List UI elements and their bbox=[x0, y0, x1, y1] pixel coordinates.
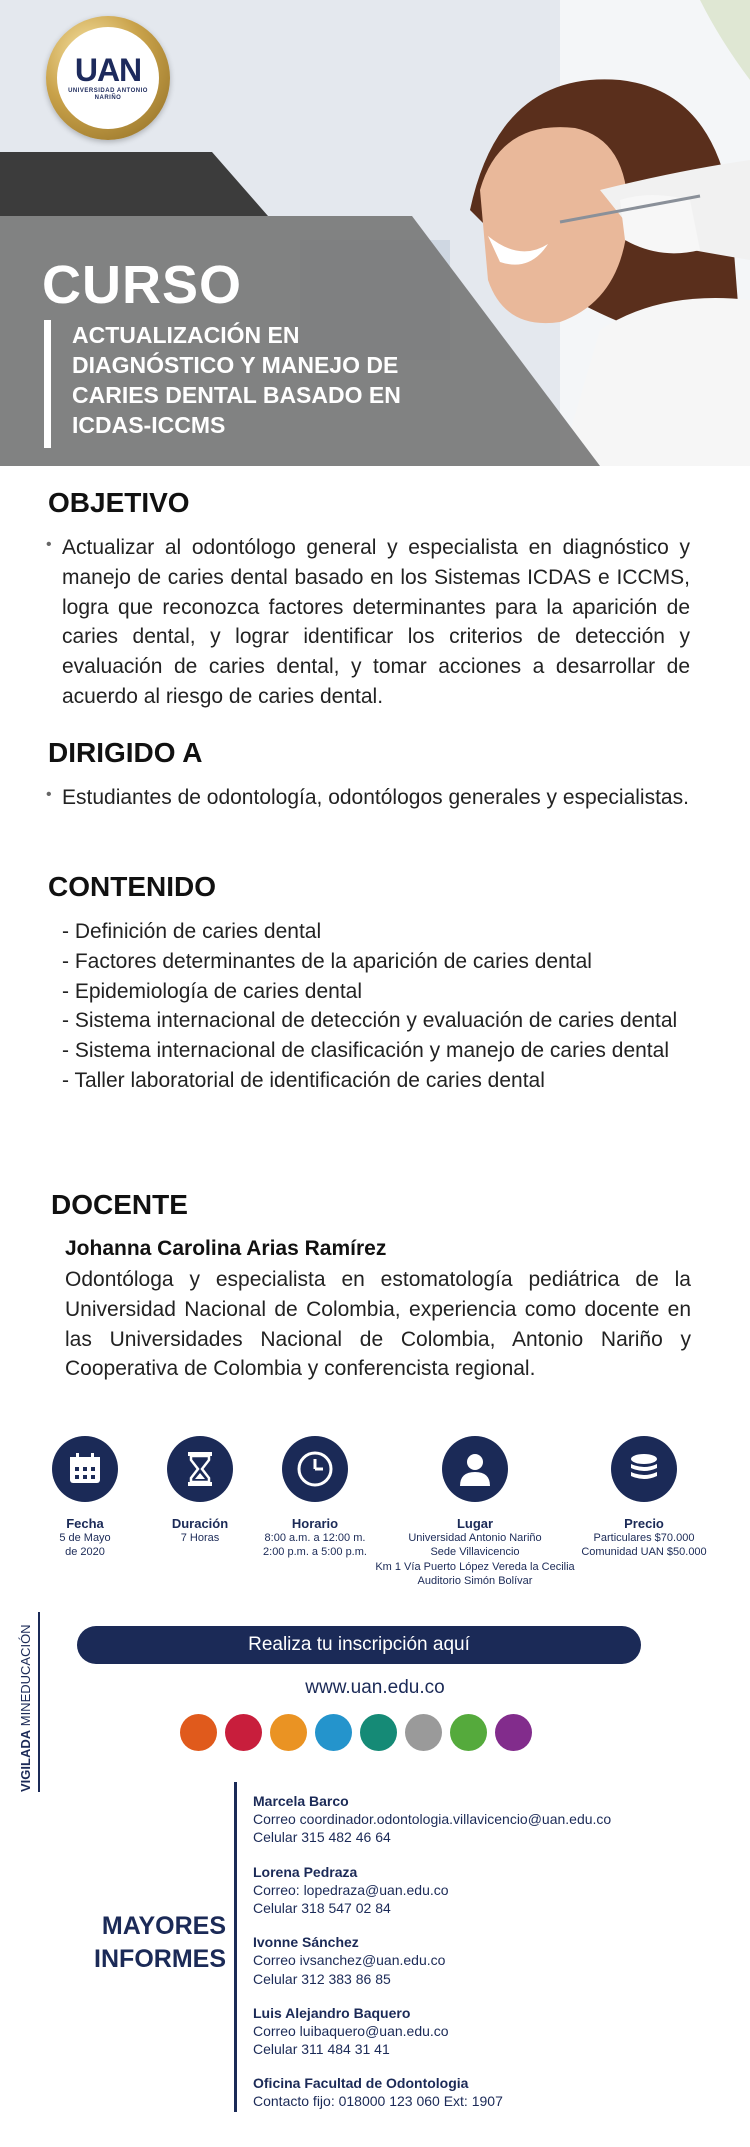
contenido-heading: CONTENIDO bbox=[48, 871, 216, 902]
info-value: Km 1 Vía Puerto López Vereda la Cecilia bbox=[375, 1560, 575, 1573]
contact-item bbox=[253, 1933, 733, 1988]
contact-email[interactable]: Correo coordinador.odontologia.villavicencio@uan.edu.co bbox=[253, 1811, 612, 1828]
info-value: Comunidad UAN $50.000 bbox=[581, 1546, 707, 1559]
logo-subtitle: UNIVERSIDAD ANTONIO NARIÑO bbox=[68, 87, 148, 101]
course-title bbox=[72, 321, 492, 441]
website-link[interactable]: www.uan.edu.co bbox=[305, 1677, 445, 1698]
color-dot bbox=[270, 1714, 307, 1751]
info-label: Horario bbox=[291, 1516, 339, 1531]
color-dot bbox=[180, 1714, 217, 1751]
list-item: - Taller laboratorial de identificación de caries dental bbox=[62, 1069, 545, 1093]
vigilada-bold: VIGILADA bbox=[18, 1729, 33, 1792]
docente-heading: DOCENTE bbox=[51, 1189, 188, 1220]
course-title-line: ICDAS-ICCMS bbox=[72, 411, 226, 438]
info-precio bbox=[574, 1436, 714, 1560]
info-horario bbox=[250, 1436, 380, 1560]
contact-name: Luis Alejandro Baquero bbox=[253, 2004, 411, 2021]
color-dots bbox=[180, 1714, 532, 1751]
docente-name: Johanna Carolina Arias Ramírez bbox=[65, 1237, 387, 1260]
info-lugar bbox=[370, 1436, 580, 1588]
info-value: 8:00 a.m. a 12:00 m. bbox=[264, 1532, 366, 1544]
docente-description: Odontóloga y especialista en estomatología pediátrica de la Universidad Nacional de Colombia, experiencia como docente en las Universidades Nacional de Colombia, Antonio Nariño y Cooperativa de Colombia y conferencista regional. bbox=[65, 1268, 691, 1381]
info-label: Lugar bbox=[456, 1516, 494, 1531]
list-item: - Sistema internacional de clasificación y manejo de caries dental bbox=[62, 1039, 669, 1063]
info-value: Universidad Antonio Nariño bbox=[408, 1532, 542, 1544]
bullet-icon: • bbox=[46, 536, 52, 553]
list-item: - Factores determinantes de la aparición de caries dental bbox=[62, 949, 592, 973]
logo-mark: UAN bbox=[74, 51, 142, 88]
course-title-line: ACTUALIZACIÓN EN bbox=[72, 322, 300, 348]
course-kicker: CURSO bbox=[42, 255, 243, 315]
objetivo-heading: OBJETIVO bbox=[48, 487, 190, 518]
contact-phone: Celular 315 482 46 64 bbox=[253, 1829, 391, 1846]
list-item: - Sistema internacional de detección y evaluación de caries dental bbox=[62, 1009, 678, 1033]
hero-banner bbox=[0, 0, 750, 466]
contact-item bbox=[253, 2004, 733, 2059]
color-dot bbox=[405, 1714, 442, 1751]
contact-email[interactable]: Correo: lopedraza@uan.edu.co bbox=[253, 1881, 449, 1898]
bullet-icon: • bbox=[46, 786, 52, 803]
dirigido-heading: DIRIGIDO A bbox=[48, 737, 203, 768]
course-title-line: CARIES DENTAL BASADO EN bbox=[72, 381, 401, 408]
mayores-line: MAYORES bbox=[101, 1912, 226, 1940]
clock-icon bbox=[282, 1436, 348, 1502]
color-dot bbox=[315, 1714, 352, 1751]
contact-email[interactable]: Correo luibaquero@uan.edu.co bbox=[253, 2022, 449, 2039]
contact-name: Ivonne Sánchez bbox=[253, 1934, 359, 1951]
info-label: Duración bbox=[171, 1516, 229, 1531]
contact-name: Lorena Pedraza bbox=[253, 1863, 358, 1880]
color-dot bbox=[450, 1714, 487, 1751]
color-dot bbox=[225, 1714, 262, 1751]
title-accent-bar bbox=[44, 320, 51, 448]
info-duracion bbox=[155, 1436, 245, 1545]
info-label: Fecha bbox=[66, 1516, 104, 1531]
contenido-list bbox=[62, 917, 690, 1096]
info-value: 7 Horas bbox=[180, 1532, 220, 1544]
contact-phone: Celular 311 484 31 41 bbox=[253, 2041, 390, 2058]
dirigido-text: Estudiantes de odontología, odontólogos generales y especialistas. bbox=[62, 786, 689, 809]
objetivo-text: Actualizar al odontólogo general y especialista en diagnóstico y manejo de caries dental basado en los Sistemas ICDAS e ICCMS, logra que reconozca factores determinantes para la aparición de caries dental, y lograr identificar los criterios de detección y evaluación de caries dental, y tomar acciones a desarrollar de acuerdo al riesgo de caries dental. bbox=[62, 536, 690, 709]
vigilada-rest: MINEDUCACIÓN bbox=[18, 1624, 33, 1730]
contact-item bbox=[253, 1792, 733, 1847]
user-icon bbox=[442, 1436, 508, 1502]
contacts-divider bbox=[234, 1782, 237, 2112]
info-fecha bbox=[40, 1436, 130, 1560]
mayores-line: INFORMES bbox=[94, 1944, 226, 1973]
color-dot bbox=[360, 1714, 397, 1751]
info-value: 5 de Mayo bbox=[59, 1532, 111, 1544]
hourglass-icon bbox=[167, 1436, 233, 1502]
info-value: Sede Villavicencio bbox=[430, 1546, 520, 1559]
vigilada-bar bbox=[38, 1612, 40, 1792]
info-label: Precio bbox=[624, 1516, 664, 1531]
contact-phone: Contacto fijo: 018000 123 060 Ext: 1907 bbox=[253, 2093, 503, 2110]
calendar-icon bbox=[52, 1436, 118, 1502]
vigilada-mineducacion bbox=[18, 1624, 33, 1792]
info-value: de 2020 bbox=[65, 1546, 105, 1559]
coins-icon bbox=[611, 1436, 677, 1502]
contacts-list bbox=[253, 1792, 733, 2127]
contact-phone: Celular 318 547 02 84 bbox=[253, 1899, 391, 1916]
uan-logo bbox=[46, 16, 170, 140]
contact-name: Marcela Barco bbox=[253, 1793, 349, 1809]
registration-button[interactable]: Realiza tu inscripción aquí bbox=[77, 1626, 641, 1664]
contact-item bbox=[253, 2074, 733, 2110]
color-dot bbox=[495, 1714, 532, 1751]
info-value: Particulares $70.000 bbox=[593, 1532, 695, 1544]
mayores-informes bbox=[76, 1910, 226, 1975]
info-value: 2:00 p.m. a 5:00 p.m. bbox=[263, 1546, 367, 1559]
list-item: - Epidemiología de caries dental bbox=[62, 979, 363, 1003]
info-value: Auditorio Simón Bolívar bbox=[417, 1574, 533, 1587]
list-item: - Definición de caries dental bbox=[62, 920, 322, 943]
contact-phone: Celular 312 383 86 85 bbox=[253, 1970, 391, 1987]
contact-name: Oficina Facultad de Odontologia bbox=[253, 2075, 469, 2092]
course-title-line: DIAGNÓSTICO Y MANEJO DE bbox=[72, 351, 399, 378]
contact-item bbox=[253, 1863, 733, 1918]
contact-email[interactable]: Correo ivsanchez@uan.edu.co bbox=[253, 1952, 446, 1969]
